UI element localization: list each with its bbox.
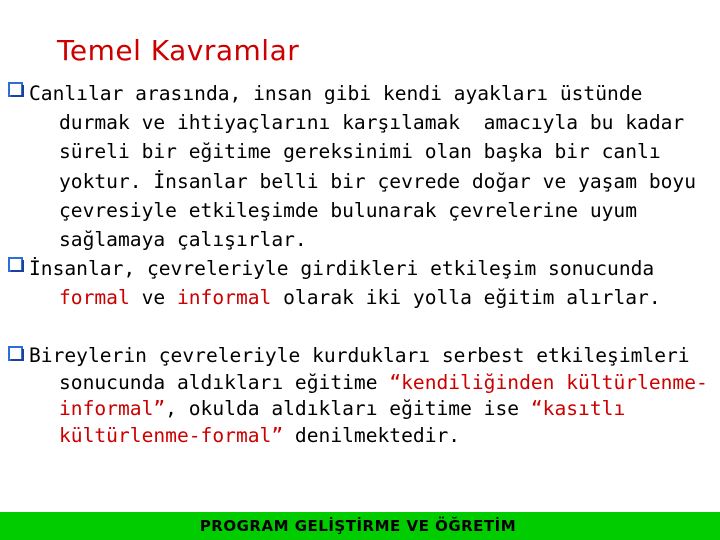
highlight-text: kültürlenme-formal” — [59, 423, 284, 447]
checkbox-bullet-icon — [8, 257, 24, 273]
text-segment: denilmektedir. — [283, 423, 461, 447]
text-segment: ve — [129, 286, 177, 310]
text-line — [29, 396, 709, 423]
checkbox-bullet-icon — [8, 82, 24, 98]
bullet-text — [29, 254, 709, 312]
highlight-informal: informal — [176, 286, 272, 310]
highlight-text: “kasıtlı — [530, 397, 626, 420]
text-line — [29, 423, 709, 450]
text-line: yoktur. İnsanlar belli bir çevrede doğar ve yaşam boyu — [59, 169, 697, 193]
footer-text: PROGRAM GELİŞTİRME VE ÖĞRETİM — [199, 517, 517, 535]
footer-bar — [0, 512, 720, 540]
text-line: çevresiyle etkileşimde bulunarak çevrelerine uyum — [59, 198, 638, 222]
highlight-text: “kendiliğinden kültürlenme- — [389, 370, 708, 394]
text-line: sağlamaya çalışırlar. — [59, 227, 307, 251]
bullet-text — [29, 79, 709, 254]
text-line — [29, 283, 709, 312]
text-segment: , okulda aldıkları eğitime ise — [165, 397, 531, 420]
text-line: durmak ve ihtiyaçlarını karşılamak amacıyla bu kadar — [59, 111, 685, 135]
text-line — [29, 370, 709, 397]
checkbox-bullet-icon — [8, 346, 24, 362]
text-line: Canlılar arasında, insan gibi kendi ayakları üstünde — [29, 82, 643, 105]
text-line: süreli bir eğitime gereksinimi olan başka bir canlı — [59, 140, 661, 164]
text-line: Bireylerin çevreleriyle kurdukları serbest etkileşimleri — [29, 344, 690, 367]
bullet-text — [29, 343, 709, 449]
slide-title: Temel Kavramlar — [57, 34, 300, 67]
highlight-text: informal” — [59, 397, 166, 420]
text-segment: sonucunda aldıkları eğitime — [59, 370, 390, 394]
text-line: İnsanlar, çevreleriyle girdikleri etkileşim sonucunda — [29, 257, 655, 280]
text-segment: olarak iki yolla eğitim alırlar. — [271, 286, 661, 310]
highlight-formal: formal — [59, 286, 130, 310]
